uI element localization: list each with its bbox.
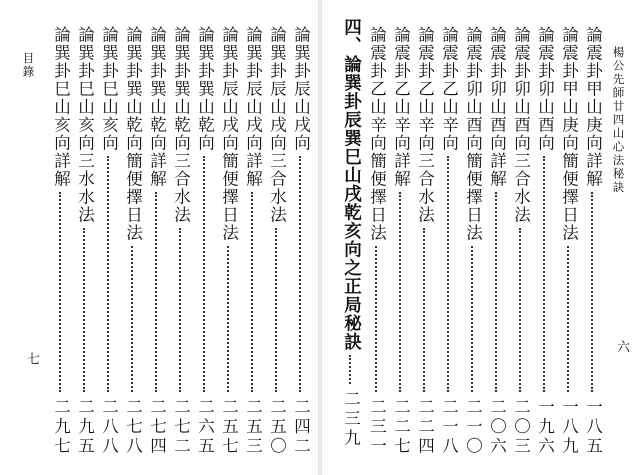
running-head-right: 楊公先師廿四山心法秘訣: [611, 46, 626, 195]
toc-entry-page: 二七四: [147, 398, 167, 457]
leader-dots: [471, 246, 473, 392]
toc-entry-title: 論震卦卯山酉向三合水法: [511, 26, 531, 224]
toc-entry-title: 論震卦乙山辛向簡便擇日法: [367, 26, 387, 242]
toc-entry-page: 二一八: [439, 398, 459, 457]
leader-dots: [567, 246, 569, 392]
toc-entry[interactable]: [50, 26, 70, 456]
toc-entry-title: 論震卦乙山辛向詳解: [391, 26, 411, 188]
leader-dots: [375, 246, 377, 392]
toc-entry-page: 二五七: [219, 398, 239, 457]
toc-entry-page: 二〇六: [487, 398, 507, 457]
toc-entry-title: 論巽卦辰山戌向三合水法: [267, 26, 287, 224]
toc-entry-page: 一八九: [559, 398, 579, 457]
toc-entry-title: 論巽卦巽山乾向三合水法: [171, 26, 191, 224]
toc-entry[interactable]: [486, 26, 506, 456]
toc-entry[interactable]: [170, 26, 190, 456]
toc-entry[interactable]: [510, 26, 530, 456]
leader-dots: [423, 228, 425, 392]
leader-dots: [107, 156, 109, 392]
toc-entry-page: 二一〇: [463, 398, 483, 457]
toc-entry-page: 二八八: [99, 398, 119, 457]
leader-dots: [155, 192, 157, 392]
toc-entry-page: 二九七: [51, 398, 71, 457]
toc-entry-page: 二九五: [75, 398, 95, 457]
toc-entry[interactable]: [146, 26, 166, 456]
toc-entry-title: 論巽卦辰山戌向: [291, 26, 311, 152]
toc-entry-title: 論震卦卯山酉向: [535, 26, 555, 152]
toc-entry-page: 二五三: [243, 398, 263, 457]
toc-entry[interactable]: [266, 26, 286, 456]
toc-entry-title: 論巽卦巳山亥向詳解: [51, 26, 71, 188]
right-page: [322, 0, 640, 475]
toc-entry[interactable]: [290, 26, 310, 456]
toc-entry-page: 二〇三: [511, 398, 531, 457]
toc-entry-page: 一九六: [535, 398, 555, 457]
section-heading-title: 四、論巽卦辰巽巳山戌乾亥向之正局秘訣: [341, 18, 362, 351]
toc-entry-title: 論巽卦巳山亥向: [99, 26, 119, 152]
leader-dots: [447, 156, 449, 392]
left-page: [0, 0, 318, 475]
toc-entry[interactable]: [462, 26, 482, 456]
toc-entry-title: 論震卦乙山辛向三合水法: [415, 26, 435, 224]
leader-dots: [299, 156, 301, 392]
page-number-right: 六: [614, 340, 629, 353]
toc-entry-page: 二七二: [171, 398, 191, 457]
section-heading-page: 二三九: [341, 390, 361, 449]
leader-dots: [59, 192, 61, 392]
toc-entry-page: 一八五: [583, 398, 603, 457]
toc-entry[interactable]: [366, 26, 386, 456]
leader-dots: [543, 156, 545, 392]
toc-entry-page: 二二七: [391, 398, 411, 457]
leader-dots: [519, 228, 521, 392]
toc-entry-title: 論震卦卯山酉向簡便擇日法: [463, 26, 483, 242]
toc-entry-title: 論震卦乙山辛向: [439, 26, 459, 152]
toc-entry-page: 二七八: [123, 398, 143, 457]
page-number-left: 七: [24, 352, 39, 365]
toc-entry-title: 論巽卦巽山乾向: [195, 26, 215, 152]
leader-dots: [83, 228, 85, 392]
leader-dots: [227, 246, 229, 392]
toc-entry[interactable]: [558, 26, 578, 456]
toc-entry-page: 二六五: [195, 398, 215, 457]
toc-entry[interactable]: [218, 26, 238, 456]
toc-entry-title: 論巽卦巽山乾向詳解: [147, 26, 167, 188]
leader-dots: [399, 192, 401, 392]
leader-dots: [495, 192, 497, 392]
toc-entry[interactable]: [74, 26, 94, 456]
section-heading[interactable]: [340, 18, 360, 448]
toc-entry-page: 二四二: [291, 398, 311, 457]
toc-entry[interactable]: [194, 26, 214, 456]
toc-entry-title: 論震卦甲山庚向詳解: [583, 26, 603, 188]
toc-entry-page: 二二四: [415, 398, 435, 457]
toc-entry-title: 論巽卦巳山亥向三水水法: [75, 26, 95, 224]
toc-entry-page: 二五〇: [267, 398, 287, 457]
toc-entry[interactable]: [414, 26, 434, 456]
toc-entry-title: 論巽卦辰山戌向簡便擇日法: [219, 26, 239, 242]
leader-dots: [349, 355, 351, 384]
toc-entry-title: 論巽卦辰山戌向詳解: [243, 26, 263, 188]
toc-entry[interactable]: [242, 26, 262, 456]
toc-entry[interactable]: [390, 26, 410, 456]
toc-entry[interactable]: [582, 26, 602, 456]
toc-entry-title: 論震卦卯山酉向詳解: [487, 26, 507, 188]
toc-entry[interactable]: [122, 26, 142, 456]
running-head-left: 目錄: [21, 52, 36, 79]
leader-dots: [179, 228, 181, 392]
leader-dots: [591, 192, 593, 392]
toc-entry[interactable]: [98, 26, 118, 456]
leader-dots: [131, 246, 133, 392]
leader-dots: [203, 156, 205, 392]
toc-entry[interactable]: [438, 26, 458, 456]
toc-entry-page: 二三一: [367, 398, 387, 457]
toc-entry-title: 論巽卦巽山乾向簡便擇日法: [123, 26, 143, 242]
toc-entry[interactable]: [534, 26, 554, 456]
toc-entry-title: 論震卦甲山庚向簡便擇日法: [559, 26, 579, 242]
leader-dots: [251, 192, 253, 392]
leader-dots: [275, 228, 277, 392]
